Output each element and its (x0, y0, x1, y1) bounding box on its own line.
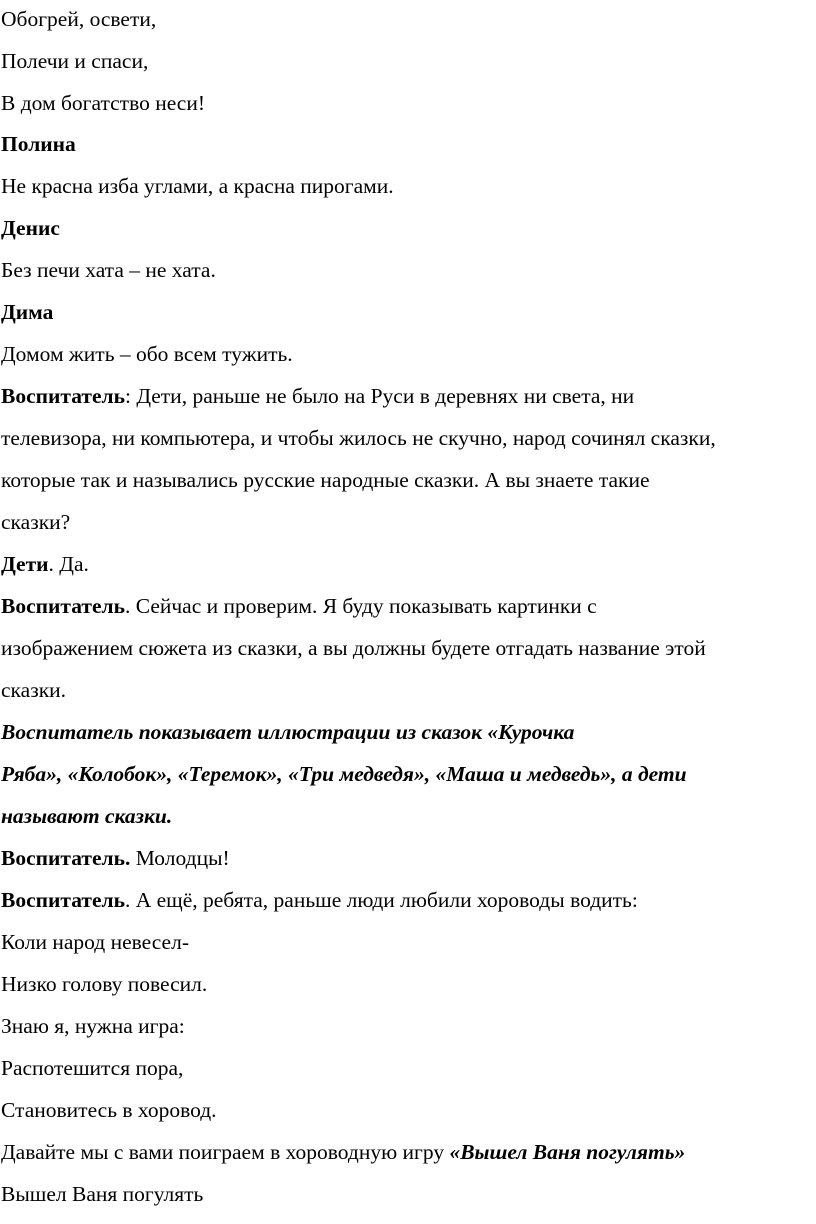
polina-line: Не красна изба углами, а красна пирогами. (1, 174, 394, 198)
verse-line: Знаю я, нужна игра: (1, 1014, 185, 1038)
speaker-polina: Полина (1, 132, 76, 156)
verse-line: Низко голову повесил. (1, 972, 208, 996)
verse-line: Вышел Ваня погулять (1, 1182, 204, 1206)
teacher-text-line: изображением сюжета из сказки, а вы должны будете отгадать название этой (1, 636, 706, 660)
denis-line: Без печи хата – не хата. (1, 258, 216, 282)
game-title: «Вышел Ваня погулять» (449, 1140, 686, 1164)
teacher-paragraph-4 (1, 887, 638, 913)
teacher-paragraph-2 (1, 593, 597, 619)
teacher-text-line: сказки? (1, 510, 71, 534)
teacher-text: . Сейчас и проверим. Я буду показывать картинки с (124, 594, 597, 618)
teacher-text: Молодцы! (130, 846, 230, 870)
children-paragraph (1, 551, 89, 577)
verse-line: Коли народ невесел- (1, 930, 189, 954)
stage-direction-line: Воспитатель показывает иллюстрации из сказок «Курочка (1, 720, 575, 744)
speaker-children: Дети (1, 552, 49, 576)
teacher-text: : Дети, раньше не было на Руси в деревнях ни света, ни (124, 384, 635, 408)
dima-line: Домом жить – обо всем тужить. (1, 342, 293, 366)
verse-line: Обогрей, освети, (1, 7, 157, 31)
stage-direction-line: Ряба», «Колобок», «Теремок», «Три медведя», «Маша и медведь», а дети (1, 762, 687, 786)
teacher-paragraph-1 (1, 383, 634, 409)
speaker-denis: Денис (1, 216, 60, 240)
teacher-text-line: сказки. (1, 678, 67, 702)
children-text: . Да. (48, 552, 89, 576)
teacher-text-line: которые так и назывались русские народные сказки. А вы знаете такие (1, 468, 650, 492)
game-text: Давайте мы с вами поиграем в хороводную игру (1, 1140, 450, 1164)
teacher-paragraph-3 (1, 845, 230, 871)
game-invitation (1, 1139, 685, 1165)
teacher-text: . А ещё, ребята, раньше люди любили хороводы водить: (124, 888, 638, 912)
verse-line: Становитесь в хоровод. (1, 1098, 217, 1122)
teacher-text-line: телевизора, ни компьютера, и чтобы жилось не скучно, народ сочинял сказки, (1, 426, 716, 450)
verse-line: В дом богатство неси! (1, 91, 205, 115)
speaker-dima: Дима (1, 300, 54, 324)
verse-line: Распотешится пора, (1, 1056, 184, 1080)
stage-direction-line: называют сказки. (1, 804, 173, 828)
verse-line: Полечи и спаси, (1, 49, 149, 73)
speaker-teacher: Воспитатель (1, 594, 125, 618)
speaker-teacher: Воспитатель (1, 888, 125, 912)
speaker-teacher: Воспитатель. (1, 846, 131, 870)
speaker-teacher: Воспитатель (1, 384, 125, 408)
